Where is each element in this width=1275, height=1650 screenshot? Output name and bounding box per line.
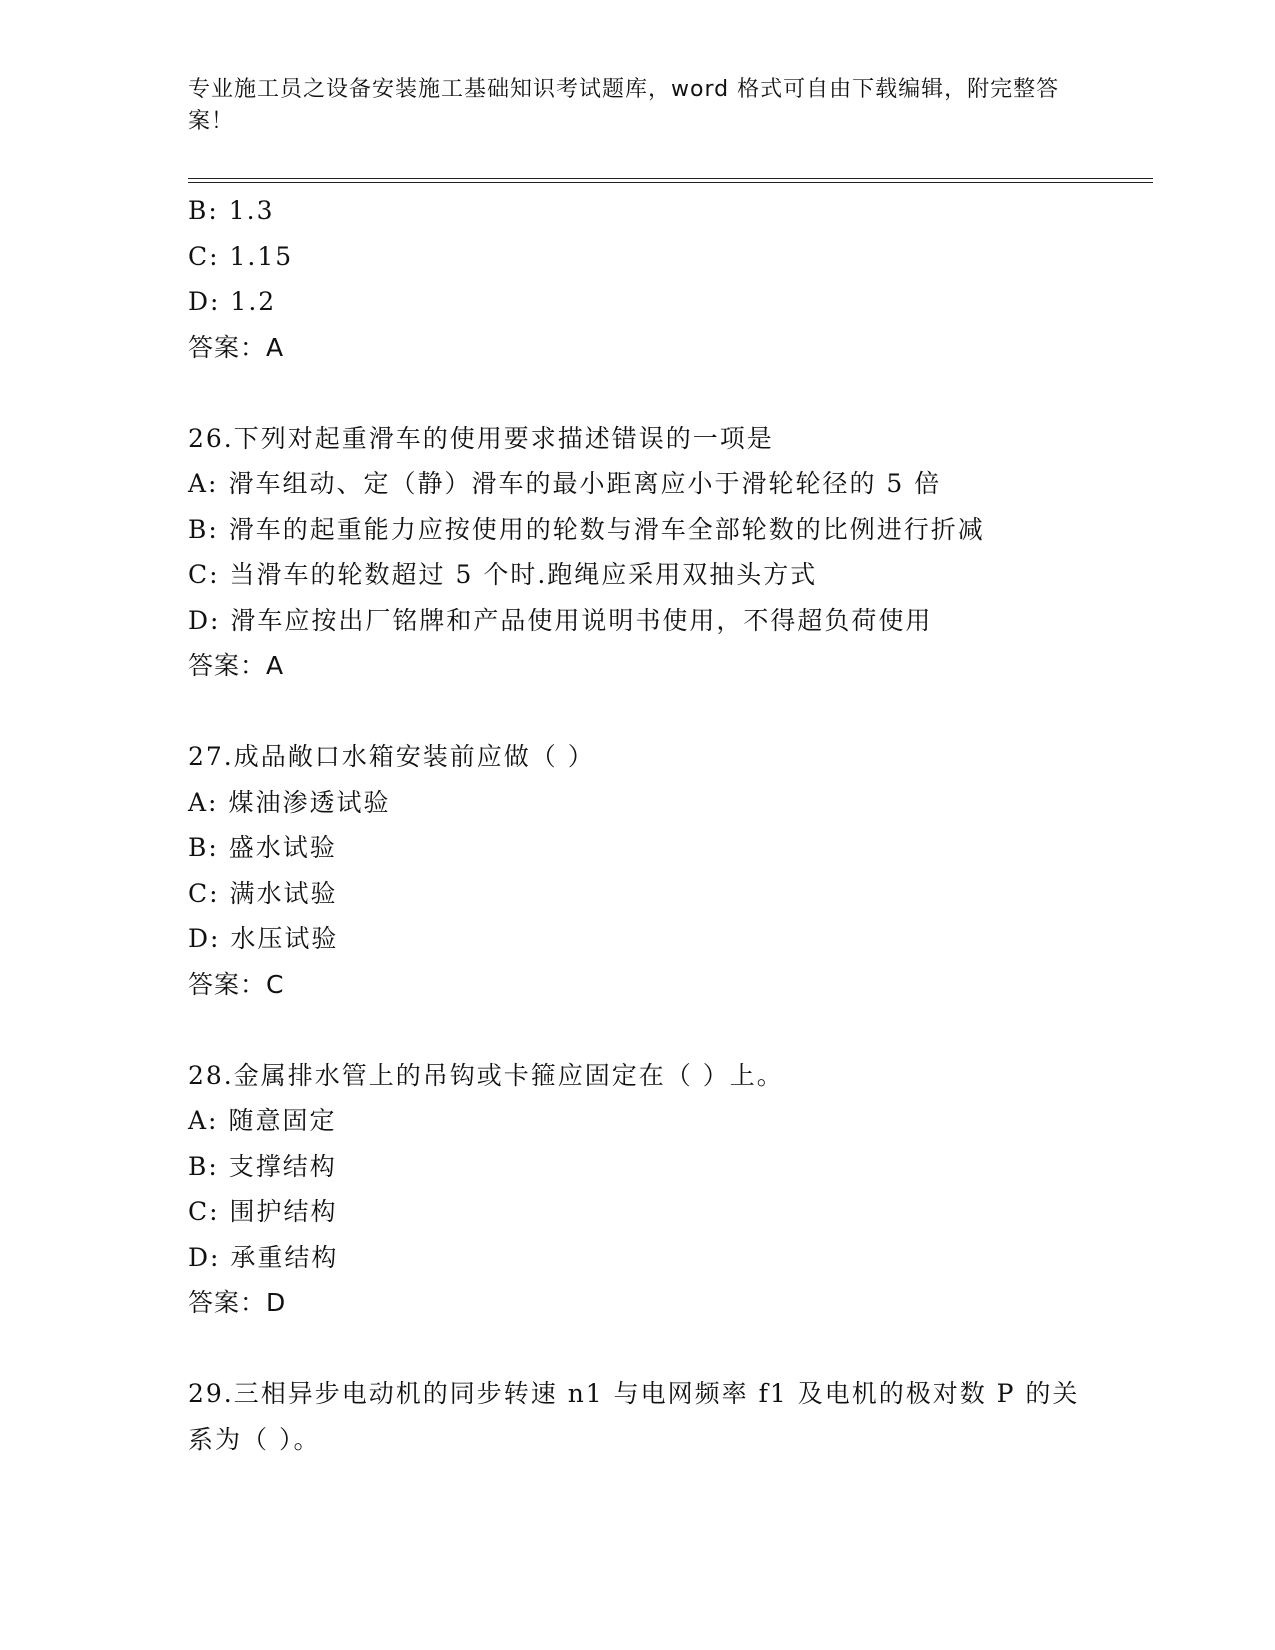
option-b: B: 1.3 (188, 196, 275, 225)
question-25-tail (188, 188, 1148, 370)
option-a: A: 煤油渗透试验 (188, 787, 391, 817)
question-27 (188, 734, 1148, 1007)
spacer (188, 1326, 1148, 1372)
answer-line: 答案：A (188, 651, 285, 680)
option-d: D: 1.2 (188, 287, 277, 316)
header-text: 专业施工员之设备安装施工基础知识考试题库，word 格式可自由下载编辑，附完整答案！ (188, 77, 1060, 134)
spacer (188, 1007, 1148, 1053)
option-d: D: 水压试验 (188, 924, 339, 953)
option-c: C: 当滑车的轮数超过 5 个时.跑绳应采用双抽头方式 (188, 560, 818, 589)
question-29 (188, 1371, 1148, 1462)
option-c: C: 1.15 (188, 241, 294, 271)
option-a: A: 随意固定 (188, 1106, 337, 1135)
option-b: B: 盛水试验 (188, 833, 337, 862)
question-stem: 27.成品敞口水箱安装前应做（ ） (188, 742, 595, 771)
answer-line: 答案：D (188, 1288, 287, 1317)
question-stem: 28.金属排水管上的吊钩或卡箍应固定在（ ）上。 (188, 1060, 784, 1090)
option-a: A: 滑车组动、定（静）滑车的最小距离应小于滑轮轮径的 5 倍 (188, 469, 942, 498)
spacer (188, 689, 1148, 735)
question-stem: 26.下列对起重滑车的使用要求描述错误的一项是 (188, 423, 774, 453)
header-rule-top (188, 178, 1153, 179)
option-d: D: 滑车应按出厂铭牌和产品使用说明书使用，不得超负荷使用 (188, 605, 933, 635)
option-b: B: 支撑结构 (188, 1151, 337, 1181)
option-d: D: 承重结构 (188, 1242, 339, 1272)
document-header (188, 74, 1088, 138)
question-content (188, 188, 1148, 1462)
spacer (188, 370, 1148, 416)
question-26 (188, 416, 1148, 689)
question-28 (188, 1053, 1148, 1326)
option-c: C: 围护结构 (188, 1197, 338, 1226)
answer-line: 答案：A (188, 332, 285, 362)
option-c: C: 满水试验 (188, 878, 338, 908)
header-rule-bottom (188, 182, 1153, 183)
option-b: B: 滑车的起重能力应按使用的轮数与滑车全部轮数的比例进行折减 (188, 514, 985, 544)
answer-line: 答案：C (188, 969, 285, 999)
question-stem: 29.三相异步电动机的同步转速 n1 与电网频率 f1 及电机的极对数 P 的关系为（ ）。 (188, 1379, 1080, 1454)
